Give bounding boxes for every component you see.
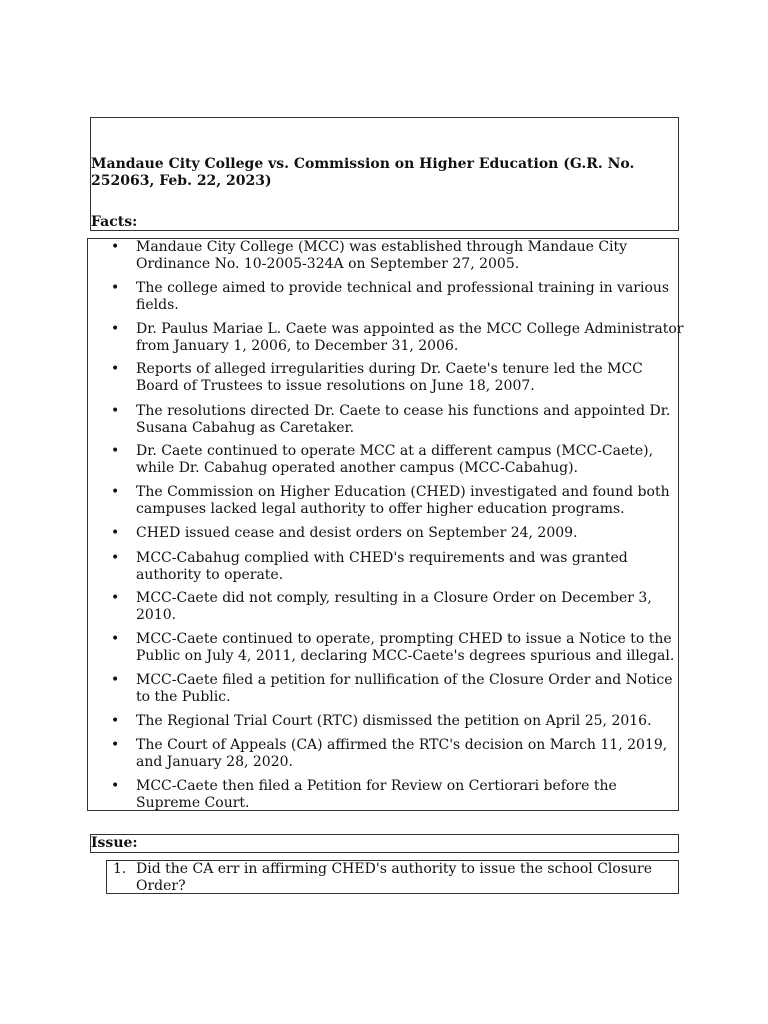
bullet-icon: •: [111, 631, 120, 647]
fact-item: [88, 672, 673, 706]
fact-text-line: and January 28, 2020.: [136, 754, 293, 770]
issue-number: 1.: [113, 861, 127, 877]
fact-text-line: authority to operate.: [136, 567, 284, 583]
fact-item: [88, 280, 669, 314]
bullet-icon: •: [111, 321, 120, 337]
fact-text-line: 2010.: [136, 607, 177, 623]
fact-text-line: MCC-Caete then filed a Petition for Review on Certiorari before the: [136, 778, 617, 794]
facts-box: [87, 238, 684, 811]
fact-item: [88, 590, 652, 624]
bullet-icon: •: [111, 590, 120, 606]
fact-text-line: fields.: [136, 297, 179, 313]
case-title: [91, 156, 651, 190]
case-header-box: [90, 117, 679, 231]
fact-item: [88, 403, 670, 437]
bullet-icon: •: [111, 713, 120, 729]
fact-text-line: Ordinance No. 10-2005-324A on September 27, 2005.: [136, 256, 520, 272]
fact-item: [88, 484, 670, 518]
case-title-line: 252063, Feb. 22, 2023): [91, 173, 272, 189]
fact-item: [88, 631, 674, 665]
fact-text-line: Dr. Caete continued to operate MCC at a different campus (MCC-Caete),: [136, 443, 654, 459]
fact-item: [88, 443, 653, 477]
fact-text-line: The Commission on Higher Education (CHED) investigated and found both: [136, 484, 670, 500]
fact-text-line: campuses lacked legal authority to offer higher education programs.: [136, 501, 625, 517]
bullet-icon: •: [111, 403, 120, 419]
issue-heading: Issue:: [91, 835, 138, 851]
bullet-icon: •: [111, 361, 120, 377]
fact-text-line: The resolutions directed Dr. Caete to cease his functions and appointed Dr.: [136, 403, 671, 419]
bullet-icon: •: [111, 484, 120, 500]
fact-text-line: Susana Cabahug as Caretaker.: [136, 420, 355, 436]
case-title-line: Mandaue City College vs. Commission on Higher Education (G.R. No.: [91, 156, 635, 172]
fact-item: [88, 713, 652, 730]
issue-text-line: Did the CA err in affirming CHED's authority to issue the school Closure: [136, 861, 653, 877]
bullet-icon: •: [111, 443, 120, 459]
fact-text-line: to the Public.: [136, 689, 231, 705]
fact-item: [88, 737, 667, 771]
fact-text-line: Reports of alleged irregularities during Dr. Caete's tenure led the MCC: [136, 361, 643, 377]
issue-item: [107, 861, 678, 895]
fact-item: [88, 361, 643, 395]
fact-text-line: The Court of Appeals (CA) affirmed the RTC's decision on March 11, 2019,: [136, 737, 668, 753]
bullet-icon: •: [111, 550, 120, 566]
fact-text-line: while Dr. Cabahug operated another campus (MCC-Cabahug).: [136, 460, 578, 476]
bullet-icon: •: [111, 778, 120, 794]
fact-text-line: CHED issued cease and desist orders on September 24, 2009.: [136, 525, 578, 541]
fact-text-line: Supreme Court.: [136, 795, 250, 811]
fact-text-line: MCC-Caete continued to operate, prompting CHED to issue a Notice to the: [136, 631, 672, 647]
issue-text-line: Order?: [136, 878, 186, 894]
fact-item: [88, 525, 578, 542]
fact-text-line: The college aimed to provide technical and professional training in various: [136, 280, 670, 296]
fact-item: [88, 321, 683, 355]
fact-text-line: MCC-Caete did not comply, resulting in a Closure Order on December 3,: [136, 590, 652, 606]
fact-text-line: from January 1, 2006, to December 31, 2006.: [136, 338, 459, 354]
fact-item: [88, 550, 628, 584]
fact-text-line: The Regional Trial Court (RTC) dismissed the petition on April 25, 2016.: [136, 713, 652, 729]
fact-item: [88, 239, 627, 273]
fact-text-line: MCC-Cabahug complied with CHED's requirements and was granted: [136, 550, 628, 566]
fact-text-line: Mandaue City College (MCC) was established through Mandaue City: [136, 239, 628, 255]
fact-text-line: Dr. Paulus Mariae L. Caete was appointed as the MCC College Administrator: [136, 321, 684, 337]
facts-heading: Facts:: [91, 214, 138, 230]
fact-text-line: MCC-Caete filed a petition for nullification of the Closure Order and Notice: [136, 672, 673, 688]
fact-item: [88, 778, 617, 812]
fact-text-line: Board of Trustees to issue resolutions on June 18, 2007.: [136, 378, 535, 394]
issue-list: [107, 861, 678, 895]
bullet-icon: •: [111, 737, 120, 753]
bullet-icon: •: [111, 672, 120, 688]
issue-heading-box: [90, 834, 679, 853]
bullet-icon: •: [111, 525, 120, 541]
bullet-icon: •: [111, 280, 120, 296]
bullet-icon: •: [111, 239, 120, 255]
issue-list-box: [106, 860, 679, 894]
fact-text-line: Public on July 4, 2011, declaring MCC-Caete's degrees spurious and illegal.: [136, 648, 675, 664]
